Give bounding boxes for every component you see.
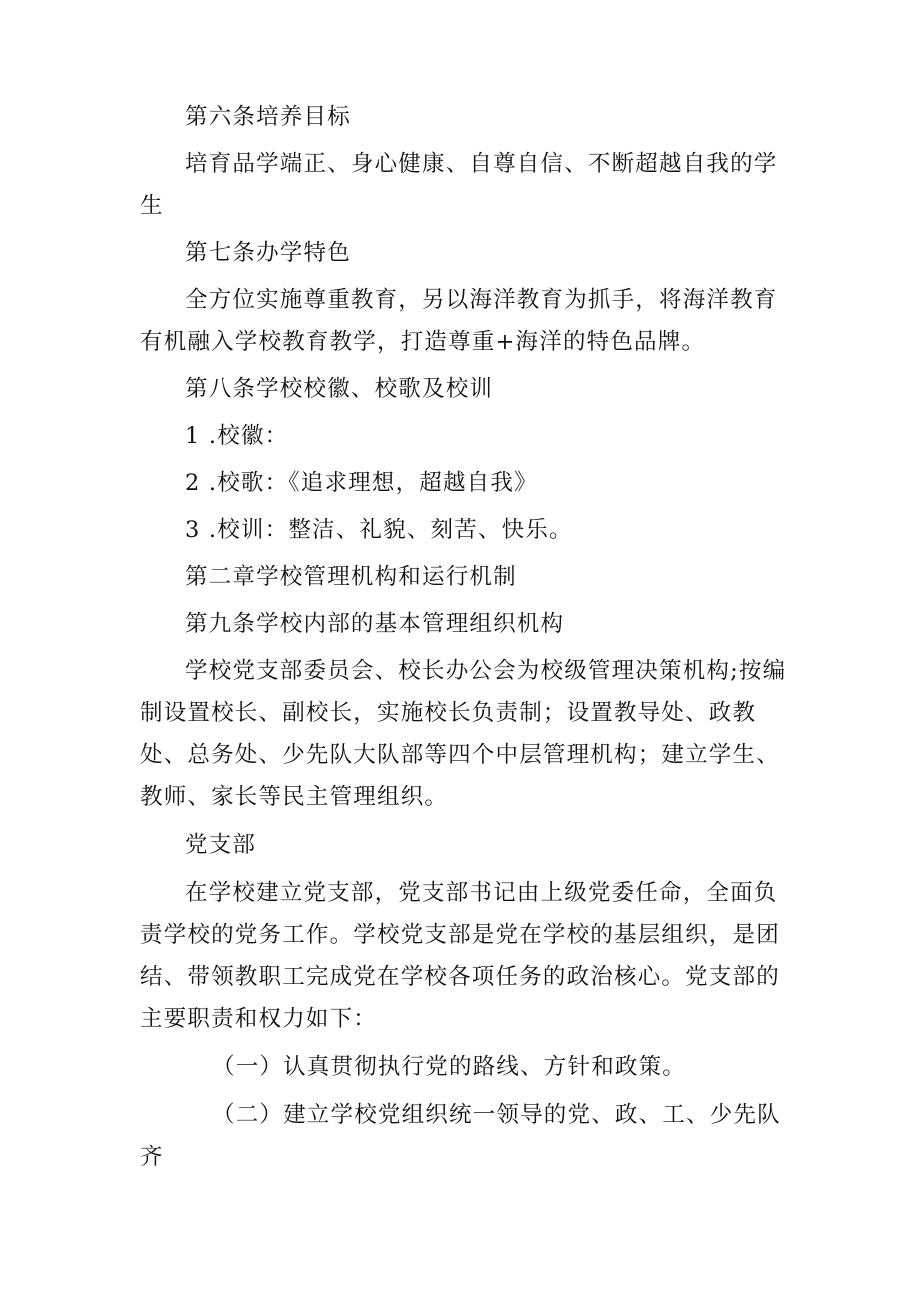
party-duty-1: （一）认真贯彻执行党的路线、方针和政策。 <box>212 1054 687 1080</box>
article-8-item-1: 1 .校徽： <box>185 423 289 449</box>
article-7-heading: 第七条办学特色 <box>185 240 351 266</box>
article-6-heading: 第六条培养目标 <box>185 104 351 130</box>
article-6-content: 培育品学端正、身心健康、自尊自信、不断超越自我的学生 <box>140 151 778 219</box>
article-8-heading: 第八条学校校徽、校歌及校训 <box>185 376 494 402</box>
article-9-content: 学校党支部委员会、校长办公会为校级管理决策机构;按编制设置校长、副校长，实施校长负责制；设置教导处、政教处、总务处、少先队大队部等四个中层管理机构；建立学生、教师、家长等民主管理组织。 <box>140 658 787 810</box>
party-branch-heading: 党支部 <box>185 832 257 858</box>
article-9-heading: 第九条学校内部的基本管理组织机构 <box>185 611 565 637</box>
article-8-item-2: 2 .校歌：《追求理想，超越自我》 <box>185 470 538 496</box>
party-branch-content: 在学校建立党支部，党支部书记由上级党委任命，全面负责学校的党务工作。学校党支部是党在学校的基层组织，是团结、带领教职工完成党在学校各项任务的政治核心。党支部的主要职责和权力如下： <box>140 880 780 1032</box>
party-duty-2: （二）建立学校党组织统一领导的党、政、工、少先队齐 <box>140 1102 781 1170</box>
article-8-item-3: 3 .校训：整洁、礼貌、刻苦、快乐。 <box>185 517 573 543</box>
article-7-content: 全方位实施尊重教育，另以海洋教育为抓手，将海洋教育有机融入学校教育教学，打造尊重+海洋的特色品牌。 <box>140 287 778 355</box>
document-body <box>140 96 790 1178</box>
chapter-2-heading: 第二章学校管理机构和运行机制 <box>185 564 517 590</box>
